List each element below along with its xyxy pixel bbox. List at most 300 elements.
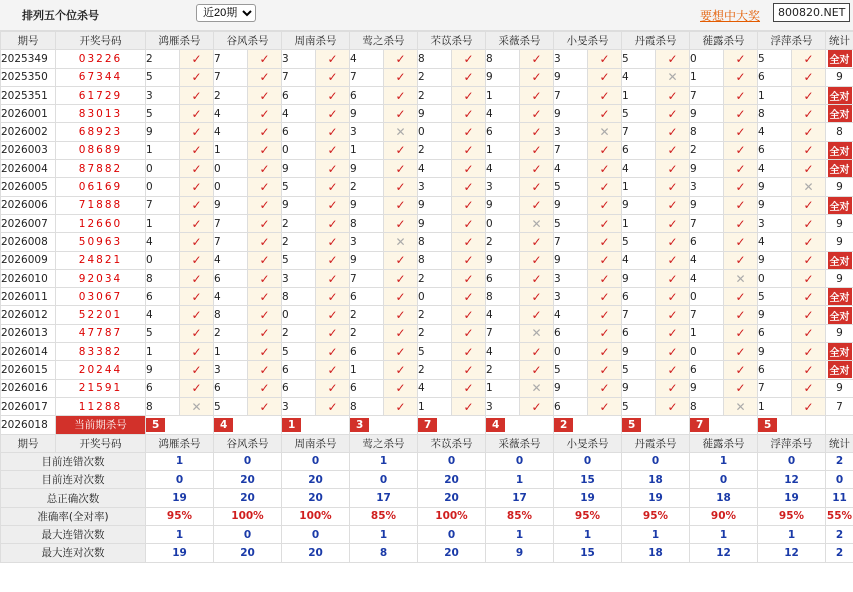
check-icon: ✓ bbox=[327, 180, 338, 195]
result-cell bbox=[792, 68, 826, 86]
check-icon: ✓ bbox=[395, 362, 406, 377]
check-icon: ✓ bbox=[599, 362, 610, 377]
draw-number-cell: 68923 bbox=[56, 123, 146, 141]
current-kill-cell bbox=[282, 416, 350, 434]
kill-number-cell: 2 bbox=[486, 361, 520, 379]
check-icon: ✓ bbox=[667, 326, 678, 341]
summary-value: 12 bbox=[690, 544, 758, 562]
check-icon: ✓ bbox=[735, 88, 746, 103]
check-icon: ✓ bbox=[191, 234, 202, 249]
result-cell bbox=[452, 306, 486, 324]
kill-number-cell: 7 bbox=[146, 196, 180, 214]
kill-number-cell: 6 bbox=[622, 288, 656, 306]
summary-value: 95% bbox=[758, 507, 826, 525]
current-kill-cell bbox=[350, 416, 418, 434]
kill-number-cell: 6 bbox=[758, 141, 792, 159]
summary-value: 1 bbox=[350, 526, 418, 544]
period-cell: 2026011 bbox=[1, 288, 56, 306]
result-cell bbox=[724, 343, 758, 361]
kill-number-cell: 7 bbox=[554, 233, 588, 251]
result-cell bbox=[248, 214, 282, 232]
check-icon: ✓ bbox=[531, 125, 542, 140]
kill-number-cell: 0 bbox=[146, 178, 180, 196]
check-icon: ✓ bbox=[599, 344, 610, 359]
kill-number-cell: 4 bbox=[214, 123, 248, 141]
kill-number-cell: 9 bbox=[554, 68, 588, 86]
result-cell bbox=[588, 86, 622, 104]
check-icon: ✓ bbox=[735, 143, 746, 158]
check-icon: ✓ bbox=[463, 344, 474, 359]
draw-number-cell: 50963 bbox=[56, 233, 146, 251]
result-cell bbox=[248, 397, 282, 415]
period-cell: 2026001 bbox=[1, 105, 56, 123]
kill-number-cell: 5 bbox=[146, 105, 180, 123]
check-icon: ✓ bbox=[327, 308, 338, 323]
summary-row bbox=[1, 452, 853, 470]
check-icon: ✓ bbox=[259, 216, 270, 231]
result-cell bbox=[248, 160, 282, 178]
expert-header: 周南杀号 bbox=[282, 32, 350, 50]
result-cell bbox=[180, 251, 214, 269]
draw-number-cell: 47787 bbox=[56, 324, 146, 342]
kill-number-cell: 8 bbox=[758, 105, 792, 123]
result-cell bbox=[588, 50, 622, 68]
kill-number-cell: 1 bbox=[146, 214, 180, 232]
summary-value: 1 bbox=[622, 526, 690, 544]
expert-header: 谷风杀号 bbox=[214, 32, 282, 50]
period-cell: 2026015 bbox=[1, 361, 56, 379]
check-icon: ✓ bbox=[327, 362, 338, 377]
kill-number-cell: 6 bbox=[758, 361, 792, 379]
kill-number-cell: 1 bbox=[146, 343, 180, 361]
check-icon: ✓ bbox=[667, 161, 678, 176]
summary-value: 1 bbox=[690, 526, 758, 544]
check-icon: ✓ bbox=[259, 198, 270, 213]
kill-number-cell: 9 bbox=[418, 196, 452, 214]
result-cell bbox=[724, 196, 758, 214]
result-cell bbox=[248, 105, 282, 123]
check-icon: ✓ bbox=[667, 143, 678, 158]
summary-value: 18 bbox=[622, 544, 690, 562]
current-period-cell: 2026018 bbox=[1, 416, 56, 434]
check-icon: ✓ bbox=[803, 106, 814, 121]
result-cell bbox=[384, 86, 418, 104]
kill-number-cell: 3 bbox=[486, 178, 520, 196]
all-correct-badge: 全对 bbox=[828, 105, 852, 122]
table-row bbox=[1, 214, 853, 232]
result-cell bbox=[724, 123, 758, 141]
kill-number-cell: 5 bbox=[282, 251, 316, 269]
summary-value: 8 bbox=[350, 544, 418, 562]
check-icon: ✓ bbox=[599, 326, 610, 341]
check-icon: ✓ bbox=[327, 51, 338, 66]
check-icon: ✓ bbox=[599, 161, 610, 176]
stat-cell: 7 bbox=[826, 397, 853, 415]
table-row bbox=[1, 324, 853, 342]
check-icon: ✓ bbox=[191, 216, 202, 231]
result-cell bbox=[656, 251, 690, 269]
result-cell bbox=[452, 361, 486, 379]
check-icon: ✓ bbox=[735, 198, 746, 213]
check-icon: ✓ bbox=[327, 70, 338, 85]
check-icon: ✓ bbox=[735, 362, 746, 377]
result-cell bbox=[656, 123, 690, 141]
summary-value: 0 bbox=[690, 471, 758, 489]
check-icon: ✓ bbox=[803, 308, 814, 323]
result-cell bbox=[520, 68, 554, 86]
kill-number-cell: 0 bbox=[146, 160, 180, 178]
kill-number-cell: 9 bbox=[418, 214, 452, 232]
check-icon: ✓ bbox=[803, 399, 814, 414]
current-kill-badge: 3 bbox=[350, 418, 369, 432]
check-icon: ✓ bbox=[395, 88, 406, 103]
kill-number-cell: 4 bbox=[486, 343, 520, 361]
result-cell bbox=[180, 105, 214, 123]
kill-number-cell: 3 bbox=[418, 178, 452, 196]
check-icon: ✓ bbox=[803, 51, 814, 66]
expert-header: 采薇杀号 bbox=[486, 32, 554, 50]
check-icon: ✓ bbox=[463, 289, 474, 304]
check-icon: ✓ bbox=[735, 344, 746, 359]
expert-header: 丹霞杀号 bbox=[622, 32, 690, 50]
current-kill-cell bbox=[146, 416, 214, 434]
summary-row bbox=[1, 507, 853, 525]
kill-number-cell: 8 bbox=[418, 251, 452, 269]
draw-number-cell: 03067 bbox=[56, 288, 146, 306]
kill-number-cell: 7 bbox=[622, 123, 656, 141]
stat-cell bbox=[826, 196, 853, 214]
kill-number-cell: 6 bbox=[350, 379, 384, 397]
draw-number-cell: 67344 bbox=[56, 68, 146, 86]
stat-cell: 9 bbox=[826, 233, 853, 251]
check-icon: ✓ bbox=[599, 143, 610, 158]
period-cell: 2026005 bbox=[1, 178, 56, 196]
expert-header: 鸿雁杀号 bbox=[146, 32, 214, 50]
current-kill-cell bbox=[214, 416, 282, 434]
result-cell bbox=[248, 50, 282, 68]
kill-number-cell: 9 bbox=[758, 306, 792, 324]
check-icon: ✓ bbox=[531, 289, 542, 304]
kill-number-cell: 5 bbox=[554, 361, 588, 379]
stats-header: 统计 bbox=[826, 32, 853, 50]
result-cell bbox=[316, 105, 350, 123]
kill-number-cell: 6 bbox=[486, 269, 520, 287]
summary-value: 0 bbox=[282, 452, 350, 470]
result-cell bbox=[588, 178, 622, 196]
result-cell bbox=[656, 306, 690, 324]
kill-number-cell: 9 bbox=[350, 196, 384, 214]
kill-number-cell: 6 bbox=[690, 233, 724, 251]
check-icon: ✓ bbox=[735, 106, 746, 121]
kill-number-cell: 1 bbox=[758, 397, 792, 415]
kill-number-cell: 6 bbox=[350, 86, 384, 104]
result-cell bbox=[180, 141, 214, 159]
summary-value: 19 bbox=[758, 489, 826, 507]
kill-number-cell: 5 bbox=[622, 233, 656, 251]
kill-number-cell: 2 bbox=[690, 141, 724, 159]
result-cell bbox=[588, 379, 622, 397]
stat-cell: 9 bbox=[826, 324, 853, 342]
result-cell bbox=[588, 68, 622, 86]
check-icon: ✓ bbox=[803, 216, 814, 231]
result-cell bbox=[248, 178, 282, 196]
summary-value: 19 bbox=[622, 489, 690, 507]
kill-number-cell: 9 bbox=[282, 160, 316, 178]
check-icon: ✓ bbox=[259, 161, 270, 176]
table-row bbox=[1, 178, 853, 196]
check-icon: ✓ bbox=[327, 399, 338, 414]
check-icon: ✓ bbox=[735, 70, 746, 85]
result-cell bbox=[248, 361, 282, 379]
result-cell bbox=[384, 105, 418, 123]
kill-number-cell: 9 bbox=[350, 105, 384, 123]
summary-value: 11 bbox=[826, 489, 853, 507]
result-cell bbox=[724, 251, 758, 269]
summary-value: 20 bbox=[418, 471, 486, 489]
kill-number-cell: 4 bbox=[282, 105, 316, 123]
result-cell bbox=[520, 397, 554, 415]
result-cell bbox=[452, 379, 486, 397]
kill-number-cell: 9 bbox=[690, 196, 724, 214]
kill-number-cell: 7 bbox=[214, 50, 248, 68]
summary-value: 20 bbox=[282, 471, 350, 489]
summary-value: 0 bbox=[418, 452, 486, 470]
result-cell bbox=[792, 343, 826, 361]
result-cell bbox=[248, 343, 282, 361]
kill-number-cell: 4 bbox=[622, 68, 656, 86]
check-icon: ✓ bbox=[395, 198, 406, 213]
kill-number-cell: 7 bbox=[690, 86, 724, 104]
kill-number-cell: 6 bbox=[214, 269, 248, 287]
result-cell bbox=[724, 288, 758, 306]
kill-number-cell: 9 bbox=[486, 196, 520, 214]
check-icon: ✓ bbox=[327, 143, 338, 158]
check-icon: ✓ bbox=[463, 161, 474, 176]
check-icon: ✓ bbox=[191, 289, 202, 304]
check-icon: ✓ bbox=[803, 161, 814, 176]
summary-label: 准确率(全对率) bbox=[1, 507, 146, 525]
kill-number-cell: 6 bbox=[554, 324, 588, 342]
kill-number-cell: 3 bbox=[282, 269, 316, 287]
cross-icon: ✕ bbox=[531, 216, 542, 231]
current-kill-badge: 4 bbox=[486, 418, 505, 432]
kill-number-cell: 4 bbox=[554, 306, 588, 324]
check-icon: ✓ bbox=[735, 253, 746, 268]
result-cell bbox=[316, 178, 350, 196]
result-cell bbox=[316, 343, 350, 361]
result-cell bbox=[248, 288, 282, 306]
stat-cell: 9 bbox=[826, 68, 853, 86]
kill-number-cell: 9 bbox=[622, 269, 656, 287]
result-cell bbox=[248, 123, 282, 141]
result-cell bbox=[792, 178, 826, 196]
result-cell bbox=[724, 361, 758, 379]
check-icon: ✓ bbox=[395, 344, 406, 359]
current-kill-badge: 5 bbox=[622, 418, 641, 432]
result-cell bbox=[792, 141, 826, 159]
draw-number-cell: 11288 bbox=[56, 397, 146, 415]
current-kill-badge: 7 bbox=[690, 418, 709, 432]
summary-value: 100% bbox=[418, 507, 486, 525]
check-icon: ✓ bbox=[463, 399, 474, 414]
period-cell: 2026006 bbox=[1, 196, 56, 214]
kill-number-cell: 7 bbox=[214, 68, 248, 86]
current-kill-cell bbox=[622, 416, 690, 434]
kill-number-cell: 2 bbox=[418, 86, 452, 104]
kill-number-cell: 1 bbox=[690, 324, 724, 342]
result-cell bbox=[384, 379, 418, 397]
check-icon: ✓ bbox=[667, 308, 678, 323]
result-cell bbox=[792, 214, 826, 232]
kill-number-cell: 2 bbox=[350, 178, 384, 196]
period-cell: 2026017 bbox=[1, 397, 56, 415]
result-cell bbox=[248, 233, 282, 251]
period-range-select[interactable] bbox=[196, 4, 256, 22]
check-icon: ✓ bbox=[327, 271, 338, 286]
kill-number-cell: 1 bbox=[486, 141, 520, 159]
all-correct-badge: 全对 bbox=[828, 142, 852, 159]
result-cell bbox=[792, 397, 826, 415]
kill-number-cell: 4 bbox=[758, 160, 792, 178]
result-cell bbox=[656, 233, 690, 251]
check-icon: ✓ bbox=[599, 289, 610, 304]
check-icon: ✓ bbox=[259, 399, 270, 414]
kill-number-cell: 7 bbox=[690, 214, 724, 232]
check-icon: ✓ bbox=[667, 180, 678, 195]
check-icon: ✓ bbox=[463, 326, 474, 341]
current-period-row bbox=[1, 416, 853, 434]
result-cell bbox=[656, 379, 690, 397]
check-icon: ✓ bbox=[463, 253, 474, 268]
kill-number-cell: 2 bbox=[350, 306, 384, 324]
kill-number-cell: 7 bbox=[282, 68, 316, 86]
kill-number-cell: 8 bbox=[690, 397, 724, 415]
result-cell bbox=[792, 379, 826, 397]
kill-number-cell: 7 bbox=[486, 324, 520, 342]
check-icon: ✓ bbox=[667, 253, 678, 268]
summary-value: 0 bbox=[282, 526, 350, 544]
result-cell bbox=[520, 160, 554, 178]
check-icon: ✓ bbox=[327, 326, 338, 341]
check-icon: ✓ bbox=[803, 271, 814, 286]
result-cell bbox=[792, 123, 826, 141]
kill-number-cell: 4 bbox=[690, 251, 724, 269]
check-icon: ✓ bbox=[531, 161, 542, 176]
result-cell bbox=[452, 68, 486, 86]
check-icon: ✓ bbox=[599, 51, 610, 66]
summary-value: 1 bbox=[146, 526, 214, 544]
check-icon: ✓ bbox=[463, 308, 474, 323]
current-kill-badge: 7 bbox=[418, 418, 437, 432]
kill-number-cell: 1 bbox=[350, 141, 384, 159]
summary-value: 2 bbox=[826, 544, 853, 562]
result-cell bbox=[656, 324, 690, 342]
kill-number-cell: 1 bbox=[350, 361, 384, 379]
kill-number-cell: 3 bbox=[554, 269, 588, 287]
check-icon: ✓ bbox=[803, 198, 814, 213]
kill-number-cell: 2 bbox=[282, 214, 316, 232]
result-cell bbox=[316, 361, 350, 379]
result-cell bbox=[384, 251, 418, 269]
result-cell bbox=[180, 379, 214, 397]
kill-number-cell: 2 bbox=[418, 361, 452, 379]
result-cell bbox=[656, 105, 690, 123]
result-cell bbox=[520, 214, 554, 232]
summary-label: 目前连对次数 bbox=[1, 471, 146, 489]
check-icon: ✓ bbox=[463, 198, 474, 213]
result-cell bbox=[452, 196, 486, 214]
check-icon: ✓ bbox=[803, 125, 814, 140]
all-correct-badge: 全对 bbox=[828, 197, 852, 214]
current-kill-cell bbox=[554, 416, 622, 434]
result-cell bbox=[384, 214, 418, 232]
result-cell bbox=[384, 324, 418, 342]
table-row bbox=[1, 50, 853, 68]
check-icon: ✓ bbox=[395, 271, 406, 286]
check-icon: ✓ bbox=[259, 289, 270, 304]
draw-number-cell: 03226 bbox=[56, 50, 146, 68]
table-row bbox=[1, 361, 853, 379]
kill-number-cell: 8 bbox=[350, 214, 384, 232]
check-icon: ✓ bbox=[803, 70, 814, 85]
kill-number-cell: 4 bbox=[486, 160, 520, 178]
stat-cell bbox=[826, 160, 853, 178]
check-icon: ✓ bbox=[463, 362, 474, 377]
result-cell bbox=[792, 306, 826, 324]
kill-number-cell: 7 bbox=[690, 306, 724, 324]
result-cell bbox=[588, 251, 622, 269]
draw-number-cell: 06169 bbox=[56, 178, 146, 196]
result-cell bbox=[724, 178, 758, 196]
period-cell: 2026002 bbox=[1, 123, 56, 141]
current-kill-cell bbox=[758, 416, 826, 434]
result-cell bbox=[724, 397, 758, 415]
kill-number-cell: 2 bbox=[418, 141, 452, 159]
stat-cell bbox=[826, 361, 853, 379]
check-icon: ✓ bbox=[395, 289, 406, 304]
table-row bbox=[1, 233, 853, 251]
expert-header: 谷风杀号 bbox=[214, 434, 282, 452]
check-icon: ✓ bbox=[395, 51, 406, 66]
summary-value: 0 bbox=[758, 452, 826, 470]
check-icon: ✓ bbox=[463, 381, 474, 396]
ad-link[interactable]: 要想中大奖 bbox=[700, 9, 761, 23]
result-cell bbox=[384, 68, 418, 86]
check-icon: ✓ bbox=[191, 308, 202, 323]
kill-number-cell: 2 bbox=[282, 233, 316, 251]
result-cell bbox=[724, 233, 758, 251]
kill-number-cell: 9 bbox=[350, 251, 384, 269]
current-kill-cell bbox=[690, 416, 758, 434]
result-cell bbox=[724, 324, 758, 342]
result-cell bbox=[384, 397, 418, 415]
result-cell bbox=[520, 178, 554, 196]
kill-number-cell: 0 bbox=[418, 123, 452, 141]
check-icon: ✓ bbox=[803, 253, 814, 268]
kill-number-cell: 7 bbox=[554, 141, 588, 159]
kill-number-cell: 3 bbox=[554, 288, 588, 306]
kill-number-cell: 9 bbox=[758, 178, 792, 196]
summary-label: 最大连对次数 bbox=[1, 544, 146, 562]
expert-header: 蓰露杀号 bbox=[690, 434, 758, 452]
kill-number-cell: 1 bbox=[690, 68, 724, 86]
check-icon: ✓ bbox=[463, 143, 474, 158]
result-cell bbox=[588, 233, 622, 251]
result-cell bbox=[656, 50, 690, 68]
summary-value: 1 bbox=[146, 452, 214, 470]
kill-number-cell: 3 bbox=[690, 178, 724, 196]
check-icon: ✓ bbox=[191, 344, 202, 359]
